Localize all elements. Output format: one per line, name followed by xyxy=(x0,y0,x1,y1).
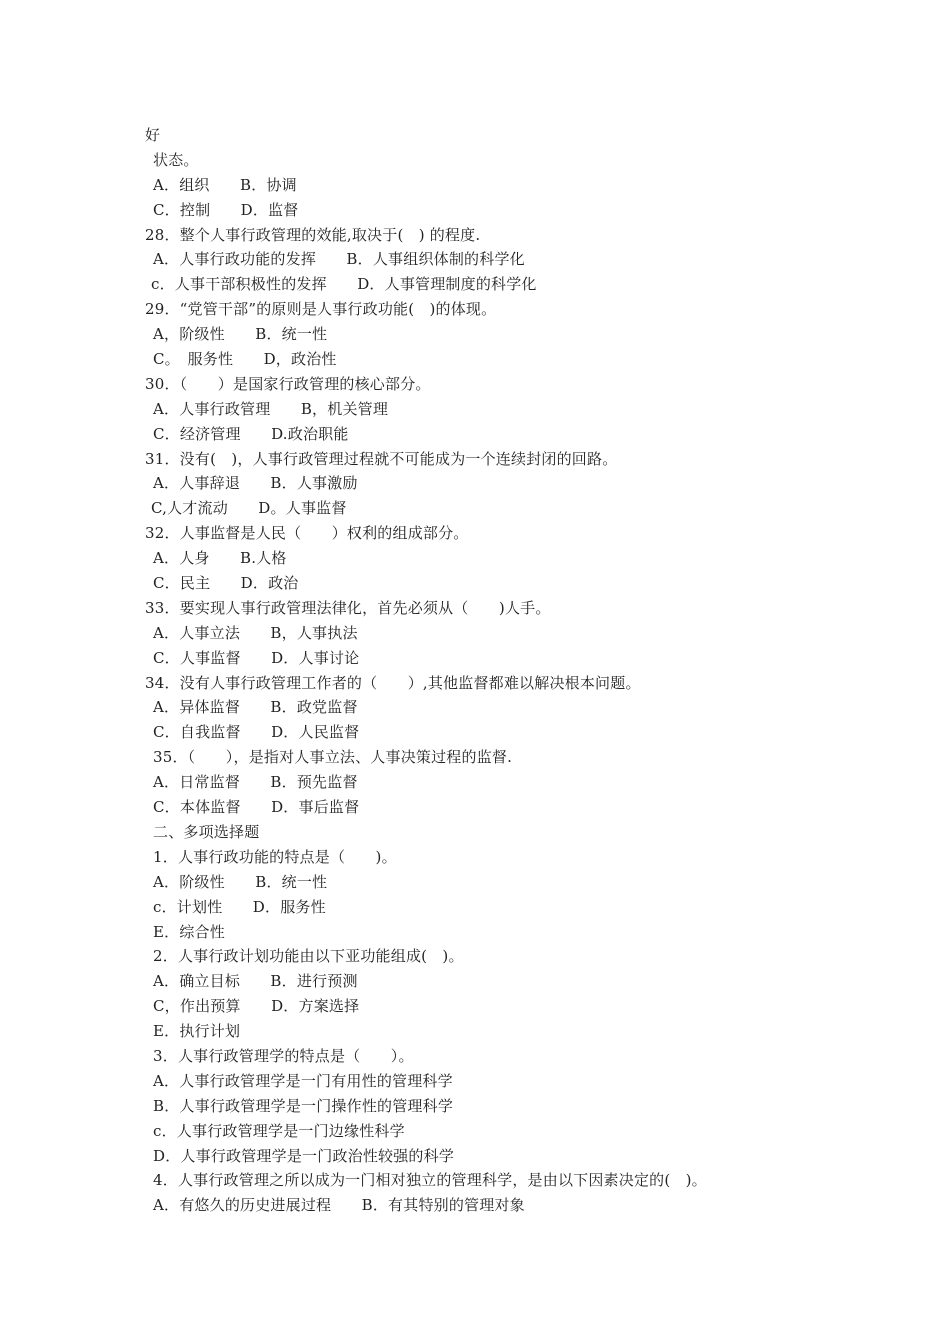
option-line: c．人事行政管理学是一门边缘性科学 xyxy=(153,1121,405,1140)
option-line: C。 服务性 D，政治性 xyxy=(153,350,337,369)
question-line: 2．人事行政计划功能由以下亚功能组成( )。 xyxy=(153,947,464,966)
option-line: C．民主 D．政治 xyxy=(153,574,299,593)
option-line: C,人才流动 D。人事监督 xyxy=(151,499,347,518)
question-line: 1．人事行政功能的特点是（ )。 xyxy=(153,847,397,866)
question-line: 31．没有( )，人事行政管理过程就不可能成为一个连续封闭的回路。 xyxy=(145,449,618,468)
option-line: A．人事行政管理学是一门有用性的管理科学 xyxy=(153,1071,453,1090)
option-line: C．经济管理 D.政治职能 xyxy=(153,424,349,443)
option-line: c．人事干部积极性的发挥 D．人事管理制度的科学化 xyxy=(151,275,537,294)
question-line: 33．要实现人事行政管理法律化，首先必须从（ )人手。 xyxy=(145,598,551,617)
question-line: 28．整个人事行政管理的效能,取决于( ) 的程度. xyxy=(145,225,481,244)
option-line: A．组织 B．协调 xyxy=(153,175,297,194)
option-line: A．确立目标 B．进行预测 xyxy=(153,972,358,991)
section-heading: 二、多项选择题 xyxy=(153,822,260,841)
option-line: C，作出预算 D．方案选择 xyxy=(153,997,360,1016)
option-line: C．人事监督 D．人事讨论 xyxy=(153,648,360,667)
option-line: A．异体监督 B．政党监督 xyxy=(153,698,358,717)
question-line: 35．（ ），是指对人事立法、人事决策过程的监督. xyxy=(153,748,513,767)
option-line: C．自我监督 D．人民监督 xyxy=(153,723,360,742)
option-line: A．人事行政管理 B，机关管理 xyxy=(153,399,389,418)
text-line: 好 xyxy=(145,126,161,144)
option-line: A．人身 B.人格 xyxy=(153,549,287,568)
question-line: 30．（ ）是国家行政管理的核心部分。 xyxy=(145,374,431,393)
option-line: A．人事辞退 B．人事激励 xyxy=(153,474,358,493)
question-line: 29．“党管干部”的原则是人事行政功能( )的体现。 xyxy=(145,300,497,319)
document-body xyxy=(145,123,845,1218)
option-line: A．阶级性 B．统一性 xyxy=(153,872,328,891)
option-line: A．有悠久的历史进展过程 B．有其特别的管理对象 xyxy=(153,1196,525,1215)
option-line: E．执行计划 xyxy=(153,1022,241,1041)
option-line: A，阶级性 B．统一性 xyxy=(153,325,328,344)
question-line: 4．人事行政管理之所以成为一门相对独立的管理科学，是由以下因素决定的( )。 xyxy=(153,1171,707,1190)
question-line: 3．人事行政管理学的特点是（ ）。 xyxy=(153,1046,414,1065)
option-line: B．人事行政管理学是一门操作性的管理科学 xyxy=(153,1096,454,1115)
option-line: C．本体监督 D．事后监督 xyxy=(153,798,360,817)
option-line: D．人事行政管理学是一门政治性较强的科学 xyxy=(153,1146,455,1165)
option-line: A．日常监督 B．预先监督 xyxy=(153,773,358,792)
option-line: A．人事行政功能的发挥 B．人事组织体制的科学化 xyxy=(153,250,525,269)
question-line: 32．人事监督是人民（ ）权利的组成部分。 xyxy=(145,524,469,543)
question-line: 34．没有人事行政管理工作者的（ ）,其他监督都难以解决根本问题。 xyxy=(145,673,641,692)
text-line: 状态。 xyxy=(153,150,199,169)
option-line: c．计划性 D．服务性 xyxy=(153,897,326,916)
option-line: A．人事立法 B，人事执法 xyxy=(153,623,358,642)
option-line: E．综合性 xyxy=(153,922,225,941)
option-line: C．控制 D．监督 xyxy=(153,200,299,219)
